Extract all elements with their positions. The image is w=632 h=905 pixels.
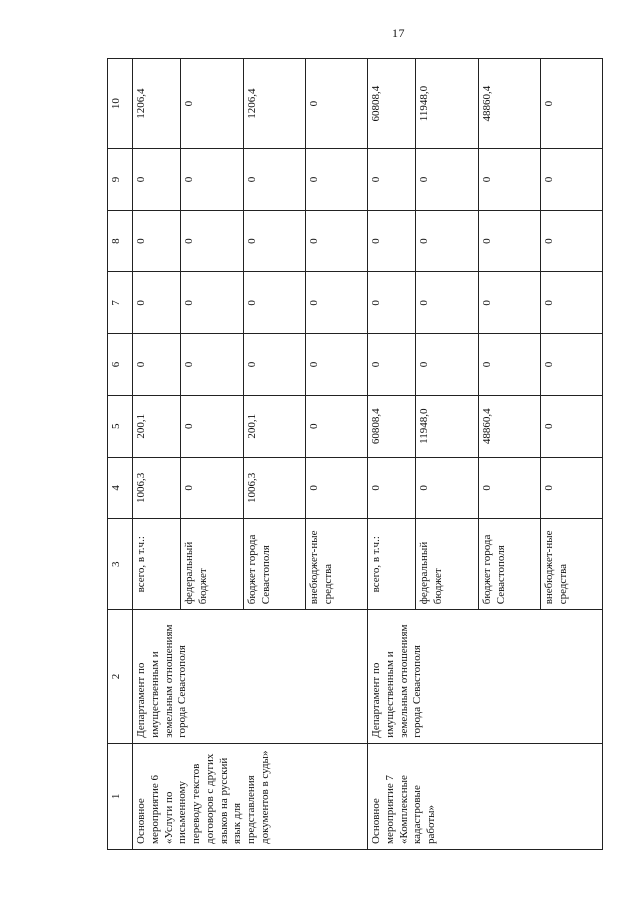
funding-source-cell: всего, в т.ч.:	[133, 519, 181, 610]
value-cell: 0	[479, 149, 541, 211]
rotated-table-container	[107, 58, 582, 850]
department-cell: Департамент по имущественным и земельным отношениям города Севастополя	[368, 610, 603, 744]
value-cell: 0	[306, 334, 368, 396]
header-cell: 4	[108, 457, 133, 519]
table-row	[368, 59, 416, 850]
value-cell: 48860,4	[479, 59, 541, 149]
header-cell: 10	[108, 59, 133, 149]
header-cell: 6	[108, 334, 133, 396]
value-cell: 0	[306, 59, 368, 149]
value-cell: 0	[181, 210, 244, 272]
value-cell: 0	[479, 457, 541, 519]
value-cell: 0	[479, 334, 541, 396]
value-cell: 0	[181, 457, 244, 519]
value-cell: 1206,4	[133, 59, 181, 149]
value-cell: 0	[541, 272, 603, 334]
value-cell: 0	[133, 272, 181, 334]
value-cell: 11948,0	[416, 59, 479, 149]
header-cell: 9	[108, 149, 133, 211]
funding-source-cell: внебюджет-ные средства	[306, 519, 368, 610]
value-cell: 0	[416, 272, 479, 334]
value-cell: 0	[541, 457, 603, 519]
value-cell: 0	[133, 149, 181, 211]
funding-source-cell: бюджет города Севастополя	[479, 519, 541, 610]
value-cell: 0	[181, 334, 244, 396]
value-cell: 0	[541, 59, 603, 149]
funding-source-cell: федеральный бюджет	[416, 519, 479, 610]
department-cell: Департамент по имущественным и земельным отношениям города Севастополя	[133, 610, 368, 744]
value-cell: 0	[133, 210, 181, 272]
funding-source-cell: бюджет города Севастополя	[244, 519, 306, 610]
value-cell: 0	[416, 334, 479, 396]
value-cell: 0	[416, 457, 479, 519]
value-cell: 0	[181, 59, 244, 149]
value-cell: 1006,3	[133, 457, 181, 519]
value-cell: 0	[416, 210, 479, 272]
value-cell: 0	[541, 334, 603, 396]
activity-cell: Основное мероприятие 6 «Услуги по письменному переводу текстов договоров с других языков на русский язык для представления документов в суды»	[133, 743, 368, 849]
header-row	[108, 59, 133, 850]
value-cell: 0	[541, 149, 603, 211]
value-cell: 0	[479, 272, 541, 334]
value-cell: 0	[306, 457, 368, 519]
value-cell: 0	[416, 149, 479, 211]
table-row	[133, 59, 181, 850]
value-cell: 0	[181, 149, 244, 211]
value-cell: 0	[541, 210, 603, 272]
value-cell: 200,1	[133, 395, 181, 457]
value-cell: 0	[244, 210, 306, 272]
value-cell: 48860,4	[479, 395, 541, 457]
value-cell: 11948,0	[416, 395, 479, 457]
value-cell: 0	[306, 395, 368, 457]
activity-cell: Основное мероприятие 7 «Комплексные кадастровые работы»	[368, 743, 603, 849]
value-cell: 0	[306, 210, 368, 272]
budget-table	[107, 58, 603, 850]
value-cell: 200,1	[244, 395, 306, 457]
header-cell: 8	[108, 210, 133, 272]
value-cell: 0	[368, 457, 416, 519]
header-cell: 2	[108, 610, 133, 744]
value-cell: 0	[368, 272, 416, 334]
value-cell: 0	[368, 334, 416, 396]
value-cell: 0	[306, 272, 368, 334]
funding-source-cell: федеральный бюджет	[181, 519, 244, 610]
value-cell: 0	[133, 334, 181, 396]
value-cell: 0	[181, 272, 244, 334]
value-cell: 1206,4	[244, 59, 306, 149]
value-cell: 1006,3	[244, 457, 306, 519]
value-cell: 0	[244, 334, 306, 396]
value-cell: 0	[368, 149, 416, 211]
value-cell: 0	[244, 149, 306, 211]
header-cell: 7	[108, 272, 133, 334]
page-number: 17	[392, 26, 405, 40]
value-cell: 0	[368, 210, 416, 272]
header-cell: 5	[108, 395, 133, 457]
value-cell: 60808,4	[368, 395, 416, 457]
value-cell: 0	[479, 210, 541, 272]
header-cell: 3	[108, 519, 133, 610]
funding-source-cell: внебюджет-ные средства	[541, 519, 603, 610]
value-cell: 60808,4	[368, 59, 416, 149]
value-cell: 0	[306, 149, 368, 211]
value-cell: 0	[181, 395, 244, 457]
funding-source-cell: всего, в т.ч.:	[368, 519, 416, 610]
value-cell: 0	[541, 395, 603, 457]
value-cell: 0	[244, 272, 306, 334]
header-cell: 1	[108, 743, 133, 849]
